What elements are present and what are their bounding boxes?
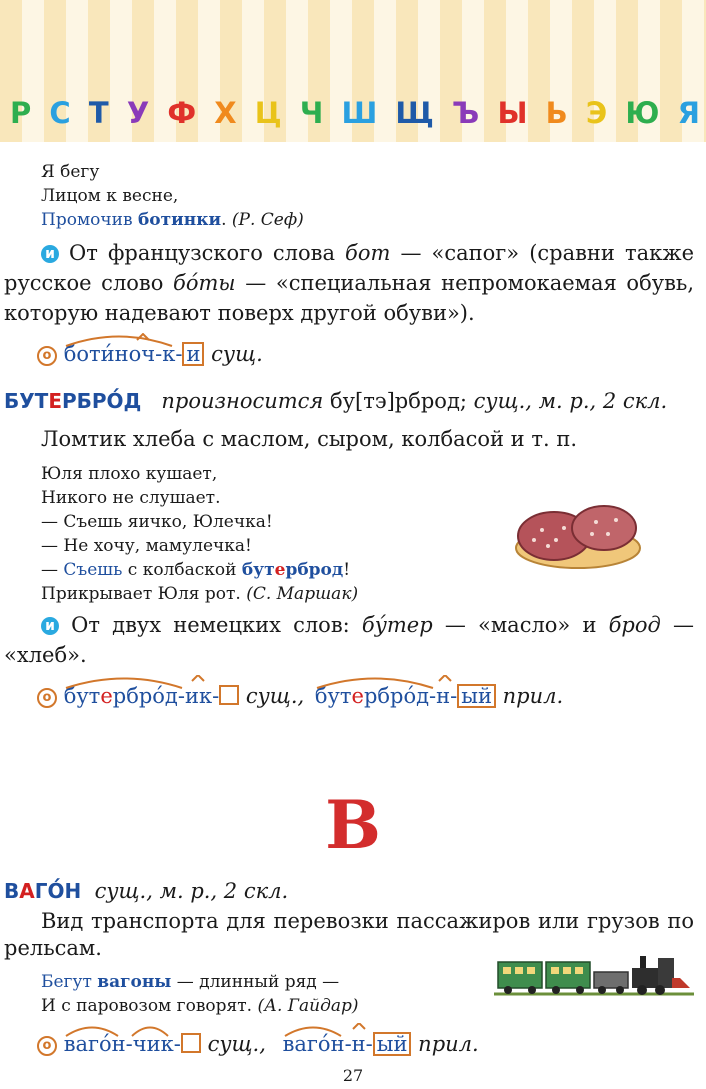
verse-line: Я бегу [41,162,100,182]
alphabet-letter: Ы [497,96,528,130]
alphabet-letter: Э [585,96,608,130]
root-arc-icon [64,1023,184,1037]
author: (С. Маршак) [246,584,359,604]
alphabet-letter: Я [677,96,700,130]
root-arc-icon [315,675,465,689]
alphabet-letter: Ь [545,96,568,130]
ending-box [219,685,239,705]
alphabet-letter: Т [88,96,109,130]
alphabet-letter: Р [10,96,32,130]
root-arc-icon [283,1023,383,1037]
verse-line: Промочив ботинки. (Р. Сеф) [41,210,304,230]
alphabet-letter: Х [214,96,237,130]
entry-botinki [0,160,700,366]
alphabet-letter: Ш [341,96,378,130]
verse-line: Никого не слушает. [41,488,221,508]
headword-line: БУТЕРБРО́Д произносится бу[тэ]рброд; сущ., м. р., 2 скл. [4,389,668,413]
ending-box [181,1033,201,1053]
headword: ВАГО́Н [4,879,82,903]
info-icon: и [41,245,59,263]
verse-line: — Съешь с колбаской бутерброд! [41,560,351,580]
etymology-buterbrod: и От двух немецких слов: бу́тер — «масло» и брод — «хлеб». [4,613,694,667]
root-arc-icon [64,333,174,347]
morpheme-buterbrod: о бутербро́д-ик- сущ., бутербро́д-н- ый прил. [0,684,700,708]
alphabet-letter: Ц [254,96,282,130]
morpheme-icon: о [37,346,57,366]
alphabet-letter: У [126,96,150,130]
definition: Ломтик хлеба с маслом, сыром, колбасой и т. п. [41,427,577,451]
morpheme-vagon: о ваго́н-чик- сущ., ваго́н-н- ый прил. [0,1032,700,1056]
alphabet-letter: Щ [395,96,434,130]
alphabet-letter: С [49,96,71,130]
etymology-botinki: и От французского слова бот — «сапог» (сравни также русское слово бо́ты — «специальная непромокаемая обувь, которую надевают поверх другой обуви»). [4,241,694,325]
highlighted-word: бутерброд [241,560,344,580]
verse-botinki [0,160,700,232]
ending-box: и [182,342,204,366]
author: (Р. Сеф) [231,210,304,230]
section-letter: В [325,786,381,864]
morpheme-icon: о [37,1036,57,1056]
alphabet-letter: Ч [299,96,324,130]
alphabet-letter: Ъ [452,96,480,130]
ending-box: ый [457,684,496,708]
highlighted-word: ботинки [137,210,222,230]
page-number: 27 [342,1066,364,1085]
verse-line: Юля плохо кушает, [41,464,218,484]
alphabet-letter: Ф [167,96,197,130]
train-illustration [494,950,694,1000]
sandwich-illustration [512,500,644,572]
info-icon: и [41,617,59,635]
verse-line: Бегут вагоны — длинный ряд — [41,972,340,992]
headword-line: ВАГО́Н сущ., м. р., 2 скл. [4,879,289,903]
verse-line: Прикрывает Юля рот. (С. Маршак) [41,584,359,604]
verse-line: И с паровозом говорят. (А. Гайдар) [41,996,359,1016]
verse-line: — Не хочу, мамулечка! [41,536,252,556]
root-arc-icon [64,675,214,689]
morpheme-botinki: о боти́ноч-к- и сущ. [0,342,700,366]
alphabet-letter: Ю [625,96,660,130]
morpheme-icon: о [37,688,57,708]
definition: Вид транспорта для перевозки пассажиров или грузов по рельсам. [4,909,694,960]
verse-line: — Съешь яичко, Юлечка! [41,512,273,532]
verse-line: Лицом к весне, [41,186,179,206]
highlighted-word: вагоны [97,972,172,992]
headword: БУТЕРБРО́Д [4,389,142,413]
author: (А. Гайдар) [257,996,359,1016]
alphabet-letters [10,96,700,130]
ending-box: ый [373,1032,412,1056]
